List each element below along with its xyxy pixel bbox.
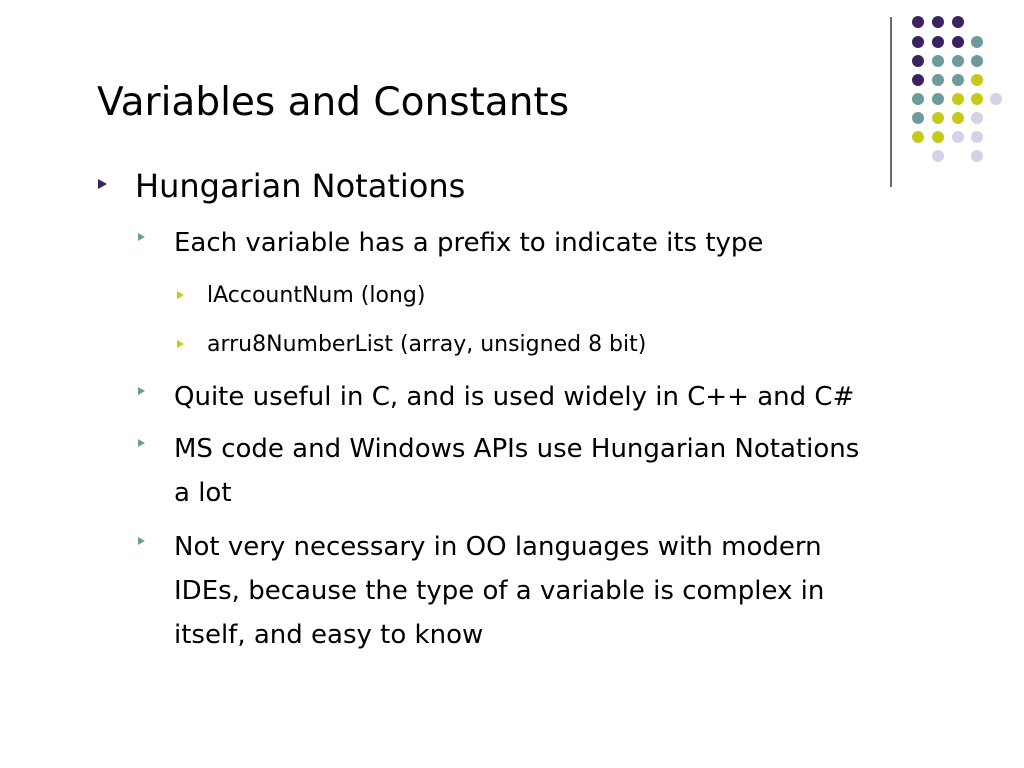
bullet-oo-languages [138,525,824,657]
dot-teal [971,55,983,67]
dot-lime [932,112,944,124]
bullet-line: IDEs, because the type of a variable is complex in [174,576,825,606]
dot-purple [912,16,924,28]
dot-teal [932,93,944,105]
dot-lime [912,131,924,143]
dot-lavender [990,93,1002,105]
arrow-bullet-icon [177,291,184,299]
dot-teal [912,93,924,105]
dot-purple [912,36,924,48]
bullet-hungarian-notations [98,166,465,206]
arrow-bullet-icon [138,233,145,241]
bullet-text: Each variable has a prefix to indicate its type [174,228,764,258]
slide-title: Variables and Constants [97,80,570,125]
arrow-bullet-icon [98,179,107,189]
arrow-bullet-icon [138,537,145,545]
bullet-text: arru8NumberList (array, unsigned 8 bit) [207,332,647,357]
bullet-text [174,427,859,515]
bullet-useful-in-c [138,375,854,419]
bullet-line: Not very necessary in OO languages with modern [174,532,822,562]
bullet-text: lAccountNum (long) [207,283,426,308]
dot-teal [932,74,944,86]
dot-lime [952,93,964,105]
dot-lime [952,112,964,124]
dot-lavender [971,150,983,162]
arrow-bullet-icon [177,340,184,348]
dot-purple [952,16,964,28]
bullet-laccountnum [177,282,425,310]
dot-teal [952,55,964,67]
bullet-prefix-indicates-type [138,221,763,265]
dot-teal [952,74,964,86]
arrow-bullet-icon [138,439,145,447]
dot-lavender [952,131,964,143]
dot-lime [971,74,983,86]
dot-purple [932,36,944,48]
divider-line [890,17,892,187]
bullet-text: Hungarian Notations [135,167,466,205]
bullet-line: MS code and Windows APIs use Hungarian Notations [174,434,860,464]
dot-lime [932,131,944,143]
bullet-text: Quite useful in C, and is used widely in C++ and C# [174,382,855,412]
bullet-ms-code [138,427,859,515]
dot-purple [912,74,924,86]
dot-lavender [932,150,944,162]
dot-purple [952,36,964,48]
dot-lime [971,93,983,105]
dot-teal [932,55,944,67]
bullet-text [174,525,824,657]
bullet-line: a lot [174,478,232,508]
arrow-bullet-icon [138,387,145,395]
dot-teal [971,36,983,48]
dot-lavender [971,112,983,124]
dot-purple [932,16,944,28]
bullet-line: itself, and easy to know [174,620,484,650]
dot-lavender [971,131,983,143]
bullet-arru8numberlist [177,331,646,359]
dot-teal [912,112,924,124]
dot-purple [912,55,924,67]
